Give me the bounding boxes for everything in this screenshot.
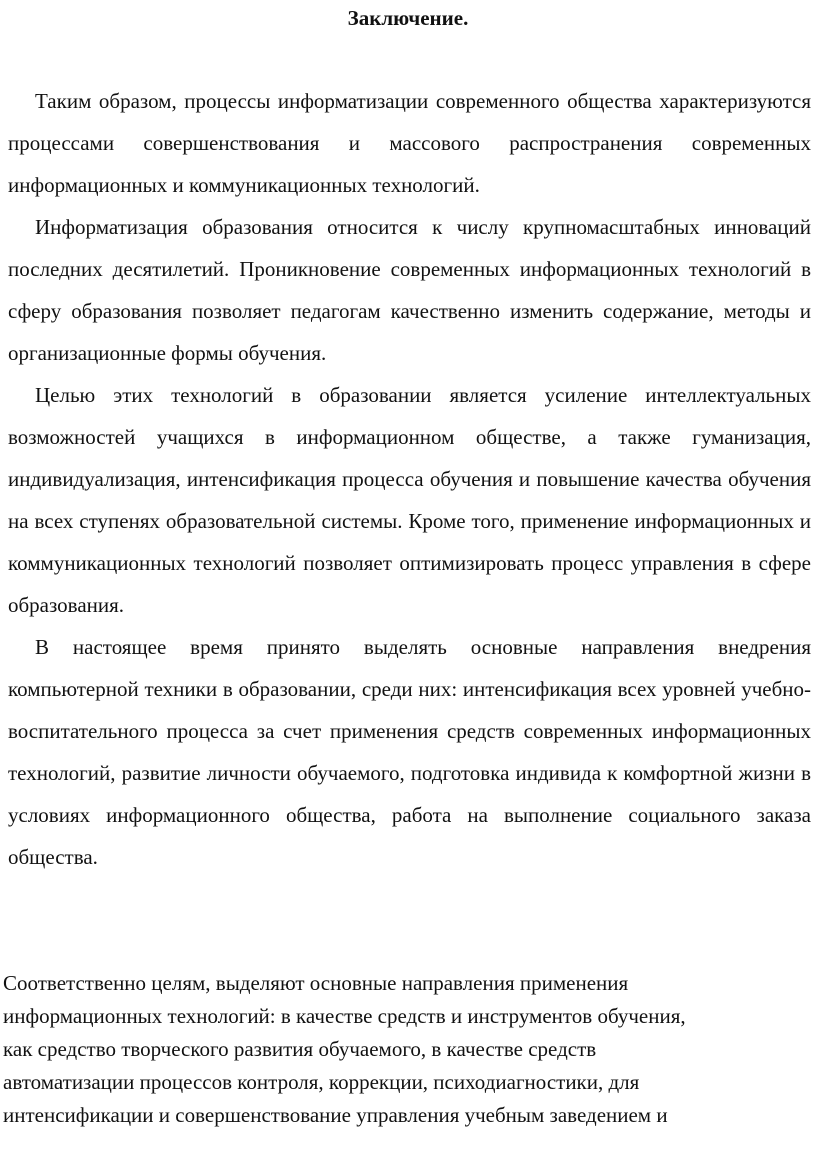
main-text [8,80,811,878]
closing-text [3,967,813,1132]
paragraph: Информатизация образования относится к числу крупномасштабных инноваций последних десятилетий. Проникновение современных информационных технологий в сферу образования позволяет педагогам качественно изменить содержание, методы и организационные формы обучения. [8,215,811,365]
page-title: Заключение. [347,6,469,30]
paragraph: Таким образом, процессы информатизации современного общества характеризуются процессами совершенствования и массового распространения современных информационных и коммуникационных технологий. [8,89,811,197]
paragraph: В настоящее время принято выделять основные направления внедрения компьютерной техники в образовании, среди них: интенсификация всех уровней учебно-воспитательного процесса за счет применения средств современных информационных технологий, развитие личности обучаемого, подготовка индивида к комфортной жизни в условиях информационного общества, работа на выполнение социального заказа общества. [8,635,811,869]
text-line: автоматизации процессов контроля, коррекции, психодиагностики, для [3,1070,640,1094]
text-line: Соответственно целям, выделяют основные направления применения [3,971,629,995]
text-line: как средство творческого развития обучаемого, в качестве средств [3,1037,597,1061]
paragraph: Целью этих технологий в образовании является усиление интеллектуальных возможностей учащихся в информационном обществе, а также гуманизация, индивидуализация, интенсификация процесса обучения и повышение качества обучения на всех ступенях образовательной системы. Кроме того, применение информационных и коммуникационных технологий позволяет оптимизировать процесс управления в сфере образования. [8,383,811,617]
text-line: информационных технологий: в качестве средств и инструментов обучения, [3,1004,686,1028]
text-line: интенсификации и совершенствование управления учебным заведением и [3,1103,668,1127]
